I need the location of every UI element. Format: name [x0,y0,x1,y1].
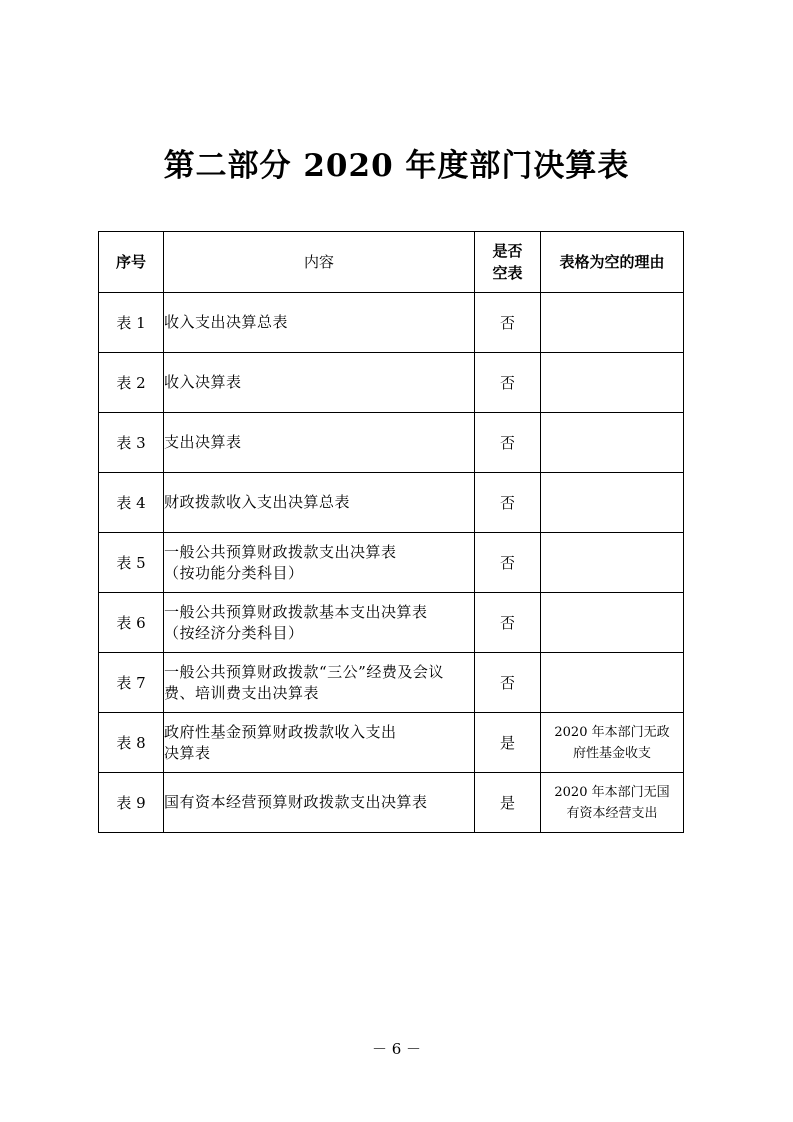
row-reason [541,473,684,533]
row-content-line1: 一般公共预算财政拨款支出决算表 [164,542,397,561]
row-content [164,353,475,413]
row-number: 表 3 [99,413,164,473]
table-row [99,653,684,713]
row-reason [541,713,684,773]
row-reason-line2: 有资本经营支出 [566,805,658,821]
table-row [99,413,684,473]
row-empty-flag: 否 [475,473,541,533]
row-number: 表 7 [99,653,164,713]
row-reason-line2: 府性基金收支 [572,745,651,761]
row-content [164,413,475,473]
row-content [164,593,475,653]
row-number: 表 6 [99,593,164,653]
row-content-line1: 政府性基金预算财政拨款收入支出 [164,722,397,741]
row-content [164,473,475,533]
row-content-line1: 收入支出决算总表 [164,313,289,331]
row-reason-line1: 2020 年本部门无国 [554,784,670,800]
header-content: 内容 [164,232,475,293]
row-content [164,773,475,833]
row-content-line1: 支出决算表 [164,433,242,451]
row-reason [541,653,684,713]
row-reason [541,773,684,833]
row-empty-flag: 否 [475,293,541,353]
row-content-line1: 一般公共预算财政拨款“三公”经费及会议 [164,662,444,681]
table-row [99,713,684,773]
row-content-line1: 一般公共预算财政拨款基本支出决算表 [164,602,428,621]
row-empty-flag: 否 [475,533,541,593]
table-row [99,533,684,593]
row-number: 表 8 [99,713,164,773]
row-content-line2: （按功能分类科目） [164,563,304,582]
report-table [98,231,684,833]
row-content-line1: 财政拨款收入支出决算总表 [164,493,351,511]
header-empty [475,232,541,293]
row-empty-flag: 是 [475,713,541,773]
row-content [164,653,475,713]
row-reason [541,533,684,593]
row-content [164,293,475,353]
row-reason [541,293,684,353]
row-empty-flag: 否 [475,593,541,653]
table-row [99,353,684,413]
table-header-row [99,232,684,293]
row-content [164,713,475,773]
row-reason [541,413,684,473]
row-content-line1: 国有资本经营预算财政拨款支出决算表 [164,793,428,811]
row-number: 表 5 [99,533,164,593]
row-content [164,533,475,593]
header-reason: 表格为空的理由 [541,232,684,293]
row-number: 表 9 [99,773,164,833]
page-title: 第二部分 2020 年度部门决算表 [163,148,630,184]
row-number: 表 2 [99,353,164,413]
row-content-line2: 费、培训费支出决算表 [164,683,320,702]
header-empty-line1: 是否 [492,242,523,260]
row-content-line2: （按经济分类科目） [164,623,304,642]
row-content-line2: 决算表 [164,743,211,762]
row-empty-flag: 否 [475,413,541,473]
row-reason [541,593,684,653]
page-number: － 6 － [371,1040,422,1058]
table-row [99,593,684,653]
header-empty-line2: 空表 [492,264,523,282]
row-number: 表 1 [99,293,164,353]
table-row [99,773,684,833]
row-content-line1: 收入决算表 [164,373,242,391]
row-reason-line1: 2020 年本部门无政 [554,724,670,740]
row-empty-flag: 否 [475,653,541,713]
header-number: 序号 [99,232,164,293]
row-empty-flag: 否 [475,353,541,413]
row-reason [541,353,684,413]
table-row [99,473,684,533]
table-row [99,293,684,353]
row-number: 表 4 [99,473,164,533]
row-empty-flag: 是 [475,773,541,833]
